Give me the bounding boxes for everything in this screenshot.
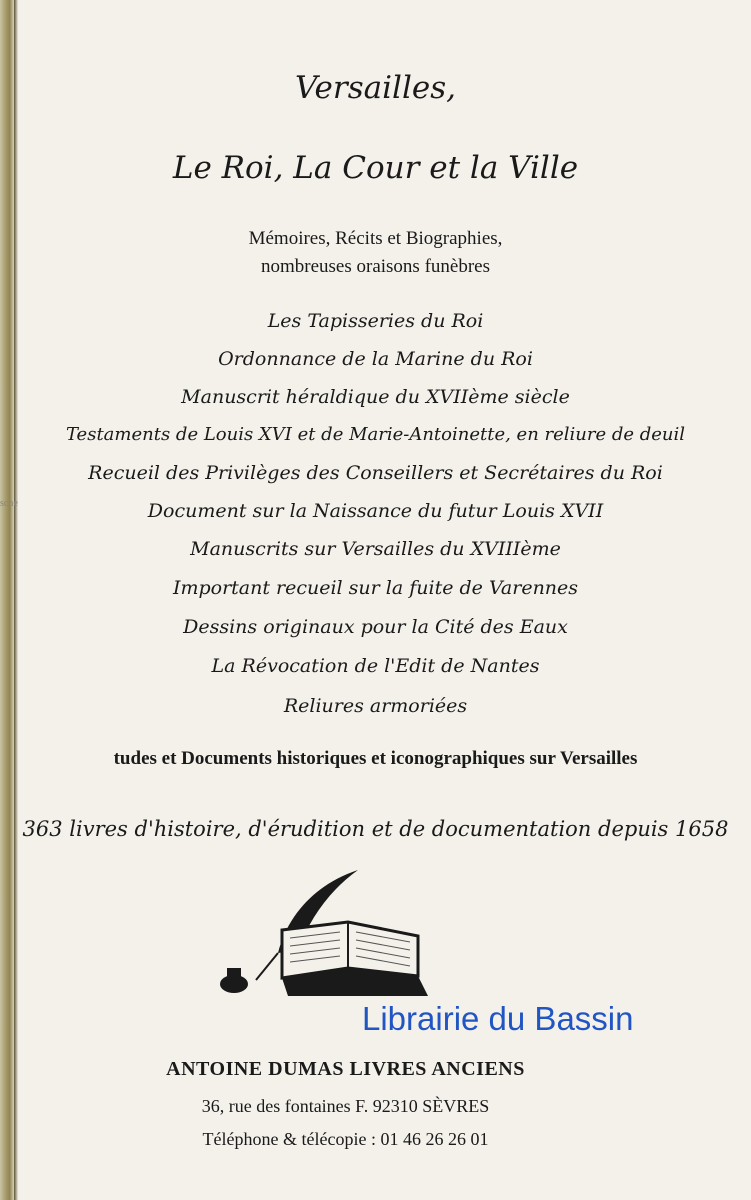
margin-fragment: sche bbox=[0, 498, 18, 509]
list-item: Ordonnance de la Marine du Roi bbox=[218, 348, 533, 370]
subtitle-line-1: Mémoires, Récits et Biographies, bbox=[248, 228, 503, 249]
quill-and-book-illustration bbox=[218, 868, 458, 1000]
list-item: Document sur la Naissance du futur Louis XVII bbox=[147, 500, 604, 522]
publisher-phone: Téléphone & télécopie : 01 46 26 26 01 bbox=[202, 1129, 489, 1149]
subtitle-line-2: nombreuses oraisons funèbres bbox=[260, 256, 490, 277]
title-line-1: Versailles, bbox=[295, 70, 456, 106]
list-item: Dessins originaux pour la Cité des Eaux bbox=[183, 616, 568, 638]
list-item: Testaments de Louis XVI et de Marie-Antoinette, en reliure de deuil bbox=[65, 424, 686, 445]
publisher-address: 36, rue des fontaines F. 92310 SÈVRES bbox=[201, 1096, 490, 1116]
list-item: La Révocation de l'Edit de Nantes bbox=[211, 655, 540, 677]
list-item: Important recueil sur la fuite de Varennes bbox=[172, 577, 579, 599]
list-item: Recueil des Privilèges des Conseillers et Secrétaires du Roi bbox=[88, 462, 663, 484]
book-count-line: 363 livres d'histoire, d'érudition et de documentation depuis 1658 bbox=[22, 817, 729, 841]
list-item: Manuscrits sur Versailles du XVIIIème bbox=[190, 538, 561, 560]
list-item: Reliures armoriées bbox=[283, 695, 468, 717]
publisher-name: ANTOINE DUMAS LIVRES ANCIENS bbox=[166, 1058, 525, 1080]
list-item: Manuscrit héraldique du XVIIème siècle bbox=[181, 386, 570, 408]
list-item: Les Tapisseries du Roi bbox=[267, 310, 484, 332]
title-line-2: Le Roi, La Cour et la Ville bbox=[172, 150, 579, 186]
studies-heading: tudes et Documents historiques et iconographiques sur Versailles bbox=[113, 748, 638, 769]
watermark-text: Librairie du Bassin bbox=[362, 1000, 634, 1037]
quill-stem bbox=[256, 953, 278, 980]
